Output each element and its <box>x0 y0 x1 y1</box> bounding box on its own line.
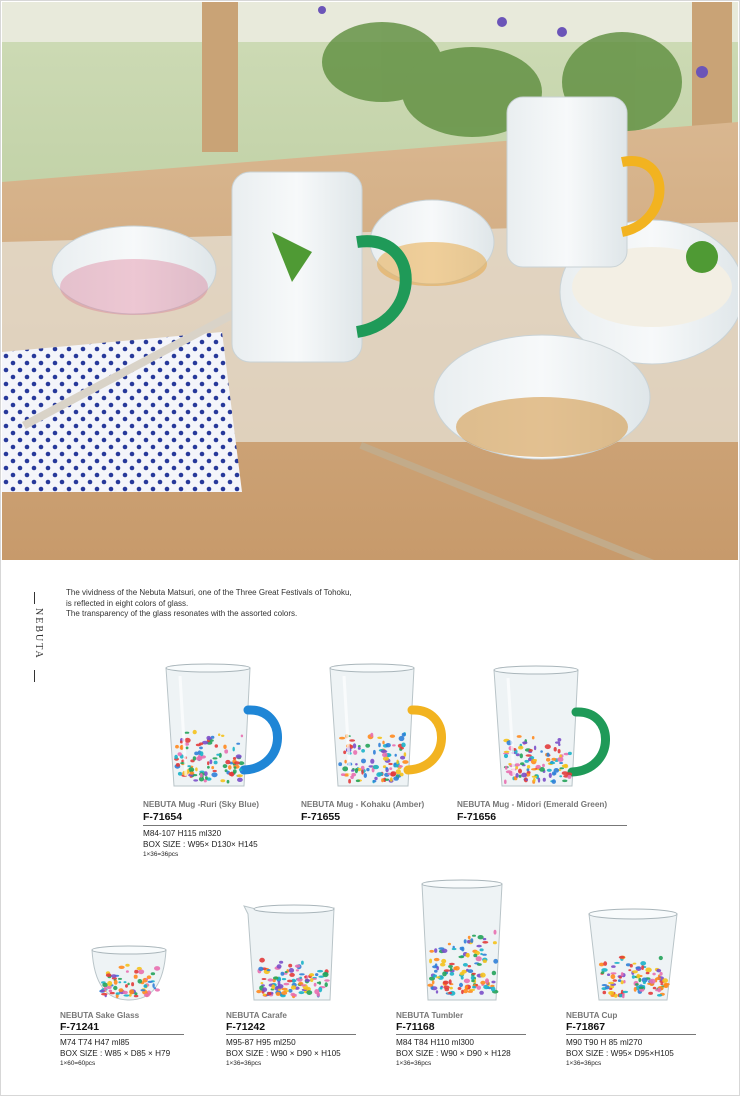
product-spec: M84 T84 H110 ml300 <box>396 1038 474 1047</box>
cup-image <box>585 906 681 1004</box>
product-box-size: BOX SIZE : W85 × D85 × H79 <box>60 1049 171 1058</box>
product-spec: M74 T74 H47 ml85 <box>60 1038 130 1047</box>
product-divider <box>226 1034 356 1035</box>
tumbler-image <box>416 878 508 1004</box>
product-name: NEBUTA Cup <box>566 1011 618 1020</box>
intro-line: The transparency of the glass resonates with the assorted colors. <box>66 609 298 618</box>
product-pieces: 1×60=60pcs <box>60 1060 96 1067</box>
mug-image-emerald-green <box>486 664 614 792</box>
product-code: F-71867 <box>566 1021 606 1033</box>
product-code: F-71654 <box>143 811 183 823</box>
brand-vertical-title <box>22 592 46 682</box>
hero-photo <box>2 2 738 560</box>
product-spec: M90 T90 H 85 ml270 <box>566 1038 643 1047</box>
brand-line-bottom <box>34 670 35 682</box>
mug-divider <box>143 825 627 826</box>
product-code: F-71242 <box>226 1021 266 1033</box>
mug-box-size: BOX SIZE : W95× D130× H145 <box>143 840 258 849</box>
intro-line: The vividness of the Nebuta Matsuri, one of the Three Great Festivals of Tohoku, <box>66 588 352 597</box>
product-pieces: 1×36=36pcs <box>396 1060 432 1067</box>
carafe-image <box>240 898 340 1004</box>
product-name: NEBUTA Tumbler <box>396 1011 464 1020</box>
product-code: F-71656 <box>457 811 497 823</box>
product-box-size: BOX SIZE : W90 × D90 × H128 <box>396 1049 511 1058</box>
brand-line-top <box>34 592 35 604</box>
product-divider <box>60 1034 184 1035</box>
product-pieces: 1×36=36pcs <box>226 1060 262 1067</box>
product-pieces: 1×36=36pcs <box>566 1060 602 1067</box>
intro-line: is reflected in eight colors of glass. <box>66 598 189 608</box>
product-name: NEBUTA Sake Glass <box>60 1011 140 1020</box>
intro-text <box>66 588 466 620</box>
mug-spec: M84-107 H115 ml320 <box>143 829 222 838</box>
brand-name: NEBUTA <box>33 608 44 660</box>
product-divider <box>396 1034 526 1035</box>
product-spec: M95-87 H95 ml250 <box>226 1038 296 1047</box>
hero-photo-illustration <box>2 2 738 560</box>
product-name: NEBUTA Mug - Midori (Emerald Green) <box>457 800 608 809</box>
product-name: NEBUTA Carafe <box>226 1011 287 1020</box>
sake-glass-image <box>88 944 170 1004</box>
product-code: F-71241 <box>60 1021 100 1033</box>
product-name: NEBUTA Mug -Ruri (Sky Blue) <box>143 800 259 809</box>
mug-image-amber <box>322 662 450 792</box>
mug-image-sky-blue <box>158 662 286 792</box>
product-name: NEBUTA Mug - Kohaku (Amber) <box>301 800 425 809</box>
product-box-size: BOX SIZE : W90 × D90 × H105 <box>226 1049 341 1058</box>
product-box-size: BOX SIZE : W95× D95×H105 <box>566 1049 674 1058</box>
product-divider <box>566 1034 696 1035</box>
product-code: F-71655 <box>301 811 341 823</box>
product-code: F-71168 <box>396 1021 435 1033</box>
mug-pieces: 1×36=36pcs <box>143 851 179 858</box>
